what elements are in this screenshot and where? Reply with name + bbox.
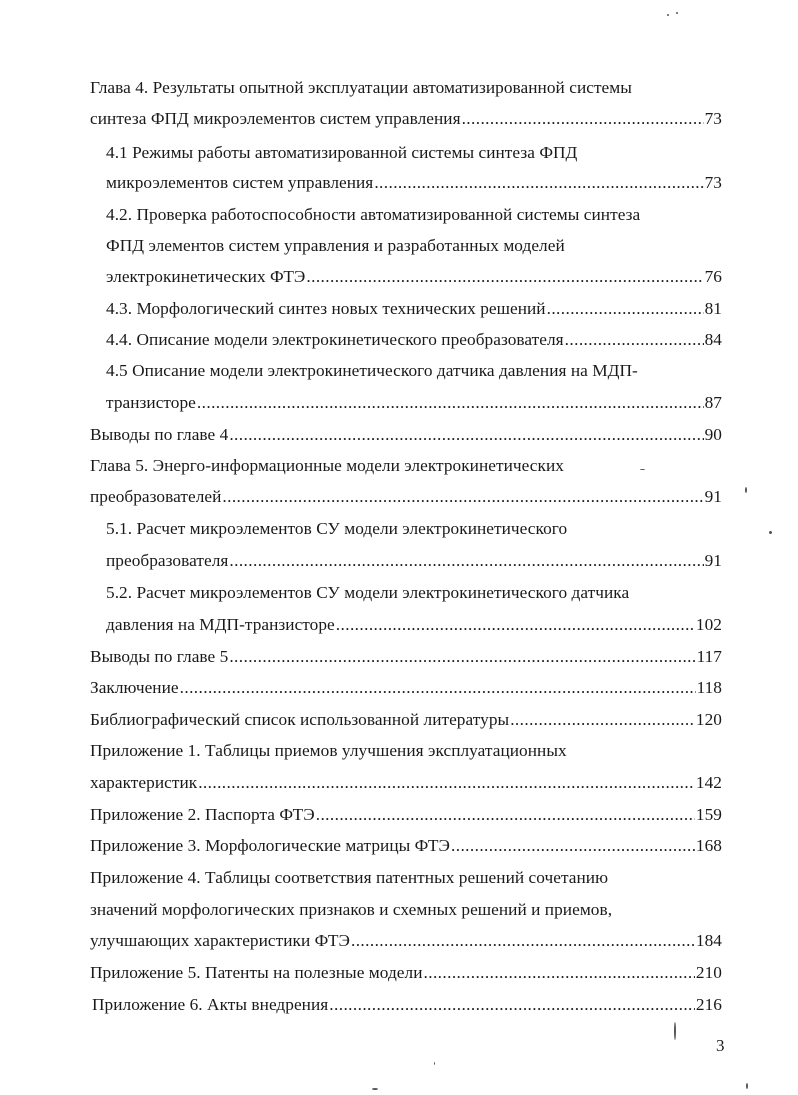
page-ref: 216 <box>695 995 722 1014</box>
toc-entry-5-1: преобразователя ..... 91 <box>106 546 722 576</box>
toc-chapter-4-title: Глава 4. Результаты опытной эксплуатации автоматизированной системы <box>90 78 632 97</box>
page-ref: 81 <box>704 299 722 318</box>
page-ref: 73 <box>704 109 722 128</box>
page-ref: 73 <box>704 173 722 192</box>
dot-leader <box>329 990 695 1020</box>
page-ref: 142 <box>695 773 722 792</box>
toc-appendix-1-title: Приложение 1. Таблицы приемов улучшения эксплуатационных <box>90 741 567 760</box>
dot-leader <box>229 420 703 450</box>
toc-entry-conclusion: Заключение ..... 118 <box>90 673 722 703</box>
dot-leader <box>306 262 703 292</box>
toc-entry-appendix-4: улучшающих характеристики ФТЭ ..... 184 <box>90 926 722 956</box>
scan-speck <box>667 14 669 16</box>
toc-entry-4-2: электрокинетических ФТЭ ..... 76 <box>106 262 722 292</box>
dot-leader <box>180 673 696 703</box>
toc-entry-conclusions-5: Выводы по главе 5 ..... 117 <box>90 642 722 672</box>
page-ref: 102 <box>695 615 722 634</box>
scan-speck <box>434 1062 435 1065</box>
page-ref: 87 <box>704 393 722 412</box>
page-ref: 84 <box>704 330 722 349</box>
toc-entry-conclusions-4: Выводы по главе 4 ..... 90 <box>90 420 722 450</box>
toc-appendix-4-title: Приложение 4. Таблицы соответствия патентных решений сочетанию <box>90 868 609 887</box>
toc-entry-appendix-3: Приложение 3. Морфологические матрицы ФТЭ ..... 168 <box>90 831 722 861</box>
dot-leader <box>197 388 704 418</box>
toc-entry-4-3: 4.3. Морфологический синтез новых технических решений ..... 81 <box>106 294 722 324</box>
scan-speck <box>372 1088 378 1090</box>
toc-entry-appendix-5: Приложение 5. Патенты на полезные модели ..... 210 <box>90 958 722 988</box>
page-ref: 184 <box>695 931 722 950</box>
dot-leader <box>510 705 695 735</box>
dot-leader <box>547 294 704 324</box>
toc-entry-4-1: микроэлементов систем управления ..... 73 <box>106 168 722 198</box>
toc-entry-appendix-2: Приложение 2. Паспорта ФТЭ ..... 159 <box>90 800 722 830</box>
scan-speck <box>676 12 678 14</box>
toc-entry-chapter-4: синтеза ФПД микроэлементов систем управления ..... 73 <box>90 104 722 134</box>
toc-section-4-1-title: 4.1 Режимы работы автоматизированной системы синтеза ФПД <box>106 143 578 162</box>
toc-section-4-2-title: 4.2. Проверка работоспособности автоматизированной системы синтеза <box>106 205 641 224</box>
toc-entry-appendix-1: характеристик ..... 142 <box>90 768 722 798</box>
page-ref: 210 <box>695 963 722 982</box>
toc-entry-4-5: транзисторе ..... 87 <box>106 388 722 418</box>
dot-leader <box>316 800 695 830</box>
page-ref: 118 <box>696 678 722 697</box>
scan-speck <box>674 1022 676 1040</box>
page-ref: 91 <box>704 487 722 506</box>
scan-speck <box>746 1083 748 1089</box>
dot-leader <box>222 482 703 512</box>
dot-leader <box>229 546 703 576</box>
toc-entry-bibliography: Библиографический список использованной литературы ..... 120 <box>90 705 722 735</box>
page-ref: 168 <box>695 836 722 855</box>
dot-leader <box>198 768 695 798</box>
scan-speck <box>745 487 747 493</box>
page-number: 3 <box>716 1036 725 1055</box>
toc-entry-5-2: давления на МДП-транзисторе ..... 102 <box>106 610 722 640</box>
toc-section-4-5-title: 4.5 Описание модели электрокинетического датчика давления на МДП- <box>106 361 638 380</box>
toc-chapter-5-title: Глава 5. Энерго-информационные модели электрокинетических <box>90 456 564 475</box>
toc-entry-chapter-5: преобразователей ..... 91 <box>90 482 722 512</box>
page-ref: 76 <box>704 267 722 286</box>
toc-section-4-2-title-cont: ФПД элементов систем управления и разработанных моделей <box>106 236 565 255</box>
dot-leader <box>424 958 695 988</box>
scan-speck <box>769 531 772 534</box>
dot-leader <box>374 168 703 198</box>
scan-speck <box>640 469 645 470</box>
page-ref: 120 <box>695 710 722 729</box>
dot-leader <box>229 642 695 672</box>
page-ref: 90 <box>704 425 722 444</box>
toc-entry-4-4: 4.4. Описание модели электрокинетического преобразователя ..... 84 <box>106 325 722 355</box>
dot-leader <box>336 610 695 640</box>
toc-section-5-2-title: 5.2. Расчет микроэлементов СУ модели электрокинетического датчика <box>106 583 630 602</box>
page-ref: 117 <box>696 647 722 666</box>
dot-leader <box>565 325 704 355</box>
dot-leader <box>351 926 695 956</box>
page-ref: 91 <box>704 551 722 570</box>
dot-leader <box>462 104 704 134</box>
toc-appendix-4-title-cont: значений морфологических признаков и схемных решений и приемов, <box>90 900 613 919</box>
page-ref: 159 <box>695 805 722 824</box>
toc-entry-appendix-6: Приложение 6. Акты внедрения ..... 216 <box>92 990 722 1020</box>
toc-section-5-1-title: 5.1. Расчет микроэлементов СУ модели электрокинетического <box>106 519 568 538</box>
dot-leader <box>451 831 695 861</box>
